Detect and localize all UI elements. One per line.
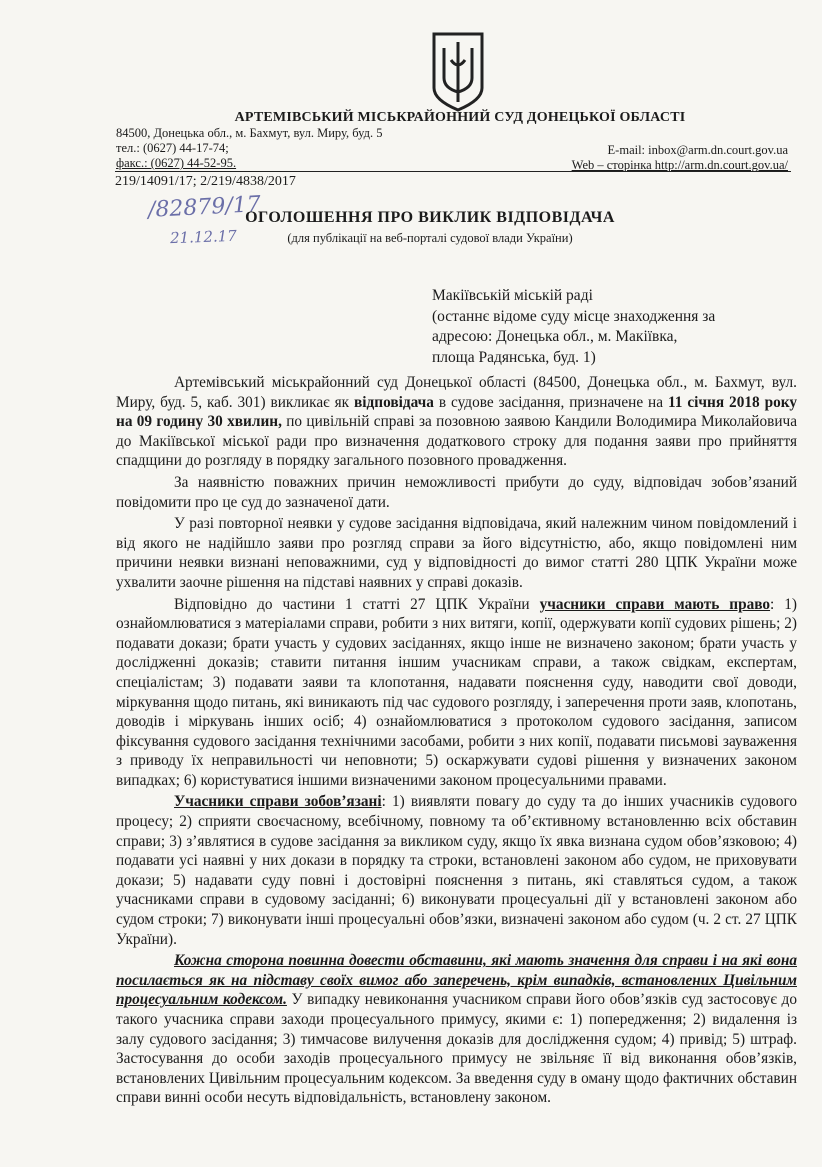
case-numbers: 219/14091/17; 2/219/4838/2017 (115, 174, 296, 189)
text-run: Артемівський міськрайонний суд Донецької області (84500, Донецька обл., м. Бахмут, вул. Миру, буд. 5, каб. 301) викликає як (116, 374, 797, 411)
hearing-datetime: 11 січня 2018 року на 09 годину 30 хвилин, (116, 393, 797, 431)
addressee-line: площа Радянська, буд. 1) (432, 348, 596, 366)
addressee-line: адресою: Донецька обл., м. Макіївка, (432, 328, 678, 345)
paragraph-notify: За наявністю поважних причин неможливості прибути до суду, відповідач зобов’язаний повідомити про це суд до зазначеної дати. (116, 473, 797, 511)
notice-title: ОГОЛОШЕННЯ ПРО ВИКЛИК ВІДПОВІДАЧА (245, 209, 615, 226)
trident-emblem-icon (430, 30, 486, 112)
court-fax: факс.: (0627) 44-52-95. (116, 156, 237, 170)
duties-heading: Учасники справи зобов’язані (174, 793, 382, 811)
text-run: У випадку невиконання учасником справи його обов’язків суд застосовує до такого учасника справи заходи процесуального примусу, якими є: 1) попередження; 2) видалення із залу судового засідання; 3) тимчасове вилучення доказів для дослідження судом; 4) привід; 5) штраф. Застосування до особи заходів процесуального примусу не звільняє її від виконання обов’язків, встановлених Цивільним процесуальним кодексом. За введення суду в оману щодо фактичних обставин справи винні особи несуть відповідальність, встановлену законом. (116, 991, 797, 1107)
court-web: Web – сторінка http://arm.dn.court.gov.ua/ (571, 158, 788, 172)
text-run: в судове засідання, призначене на (433, 393, 668, 411)
court-address: 84500, Донецька обл., м. Бахмут, вул. Миру, буд. 5 (116, 126, 383, 140)
text-run: : 1) виявляти повагу до суду та до інших учасників судового процесу; 2) сприяти своєчасному, всебічному, повному та об’єктивному встановленню всіх обставин справи; 3) з’являтися в судове засідання за викликом суду, якщо їх явка визнана судом обов’язковою; 4) подавати усі наявні у них докази в порядку та строки, встановлені законом або судом, не приховувати докази; 5) надавати суду повні і достовірні пояснення з питань, які ставляться судом, а також учасниками справи в судовому засіданні; 6) виконувати процесуальні дії у встановлені законом або судом строки; 7) виконувати інші процесуальні обов’язки, визначені законом або судом (ч. 2 ст. 27 ЦПК України). (116, 793, 798, 948)
paragraph-summons (116, 373, 797, 471)
text-run: по цивільній справі за позовною заявою Кандили Володимира Миколайовича до Макіївської міської ради про визначення додаткового строку для подання заяви про прийняття спадщини до розгляду в порядку загального позовного провадження. (116, 413, 797, 470)
notice-subtitle: (для публікації на веб-порталі судової влади України) (287, 231, 573, 245)
text-run-bold: відповідача (354, 393, 434, 411)
court-name: АРТЕМІВСЬКИЙ МІСЬКРАЙОННИЙ СУД ДОНЕЦЬКОЇ ОБЛАСТІ (234, 110, 686, 125)
rights-heading: учасники справи мають право (539, 595, 771, 613)
court-phone: тел.: (0627) 44-17-74; (116, 141, 229, 155)
court-email: E-mail: inbox@arm.dn.court.gov.ua (607, 143, 788, 157)
handwritten-reg-number: /82879/17 (147, 192, 262, 223)
addressee-block (432, 286, 792, 368)
handwritten-reg-date: 21.12.17 (169, 226, 238, 248)
paragraph-duties (116, 792, 797, 949)
text-run: : 1) ознайомлюватися з матеріалами справи, робити з них витяги, копії, одержувати копії судових рішень; 2) подавати докази; брати участь у судових засіданнях, якщо інше не визначено законом; брати участь у дослідженні доказів; ставити питання іншим учасникам справи, а також свідкам, експертам, спеціалістам; 3) подавати заяви та клопотання, надавати пояснення суду, наводити свої доводи, міркування щодо питань, які виникають під час судового розгляду, і заперечення проти заяв, клопотань, доводів і міркувань інших осіб; 4) ознайомлюватися з протоколом судового засідання, записом фіксування судового засідання технічними засобами, робити з них копії, подавати письмові зауваження з приводу їх неправильності чи неповноти; 5) оскаржувати судові рішення у визначених законом випадках; 6) користуватися іншими визначеними законом процесуальними правами. (116, 595, 797, 789)
burden-of-proof-text: Кожна сторона повинна довести обставини, які мають значення для справи і на які вона посилається як на підставу своїх вимог або заперечень, крім випадків, встановлених Цивільним процесуальним кодексом. (116, 952, 797, 1009)
paragraph-absence: У разі повторної неявки у судове засідання відповідача, який належним чином повідомлений і від якого не надійшло заяви про розгляд справи за його відсутністю, або, якщо повідомлені ним причини неявки визнані неповажними, суд у відповідності до вимог статті 280 ЦПК України може ухвалити заочне рішення на підставі наявних у справі доказів. (116, 515, 797, 591)
header-divider (115, 171, 791, 172)
paragraph-burden (116, 951, 797, 1108)
addressee-line: Макіївській міській раді (432, 287, 593, 304)
text-run: Відповідно до частини 1 статті 27 ЦПК України (174, 595, 540, 613)
paragraph-rights (116, 595, 797, 791)
notice-body (116, 373, 797, 1110)
addressee-line: (останнє відоме суду місце знаходження за (432, 307, 716, 325)
